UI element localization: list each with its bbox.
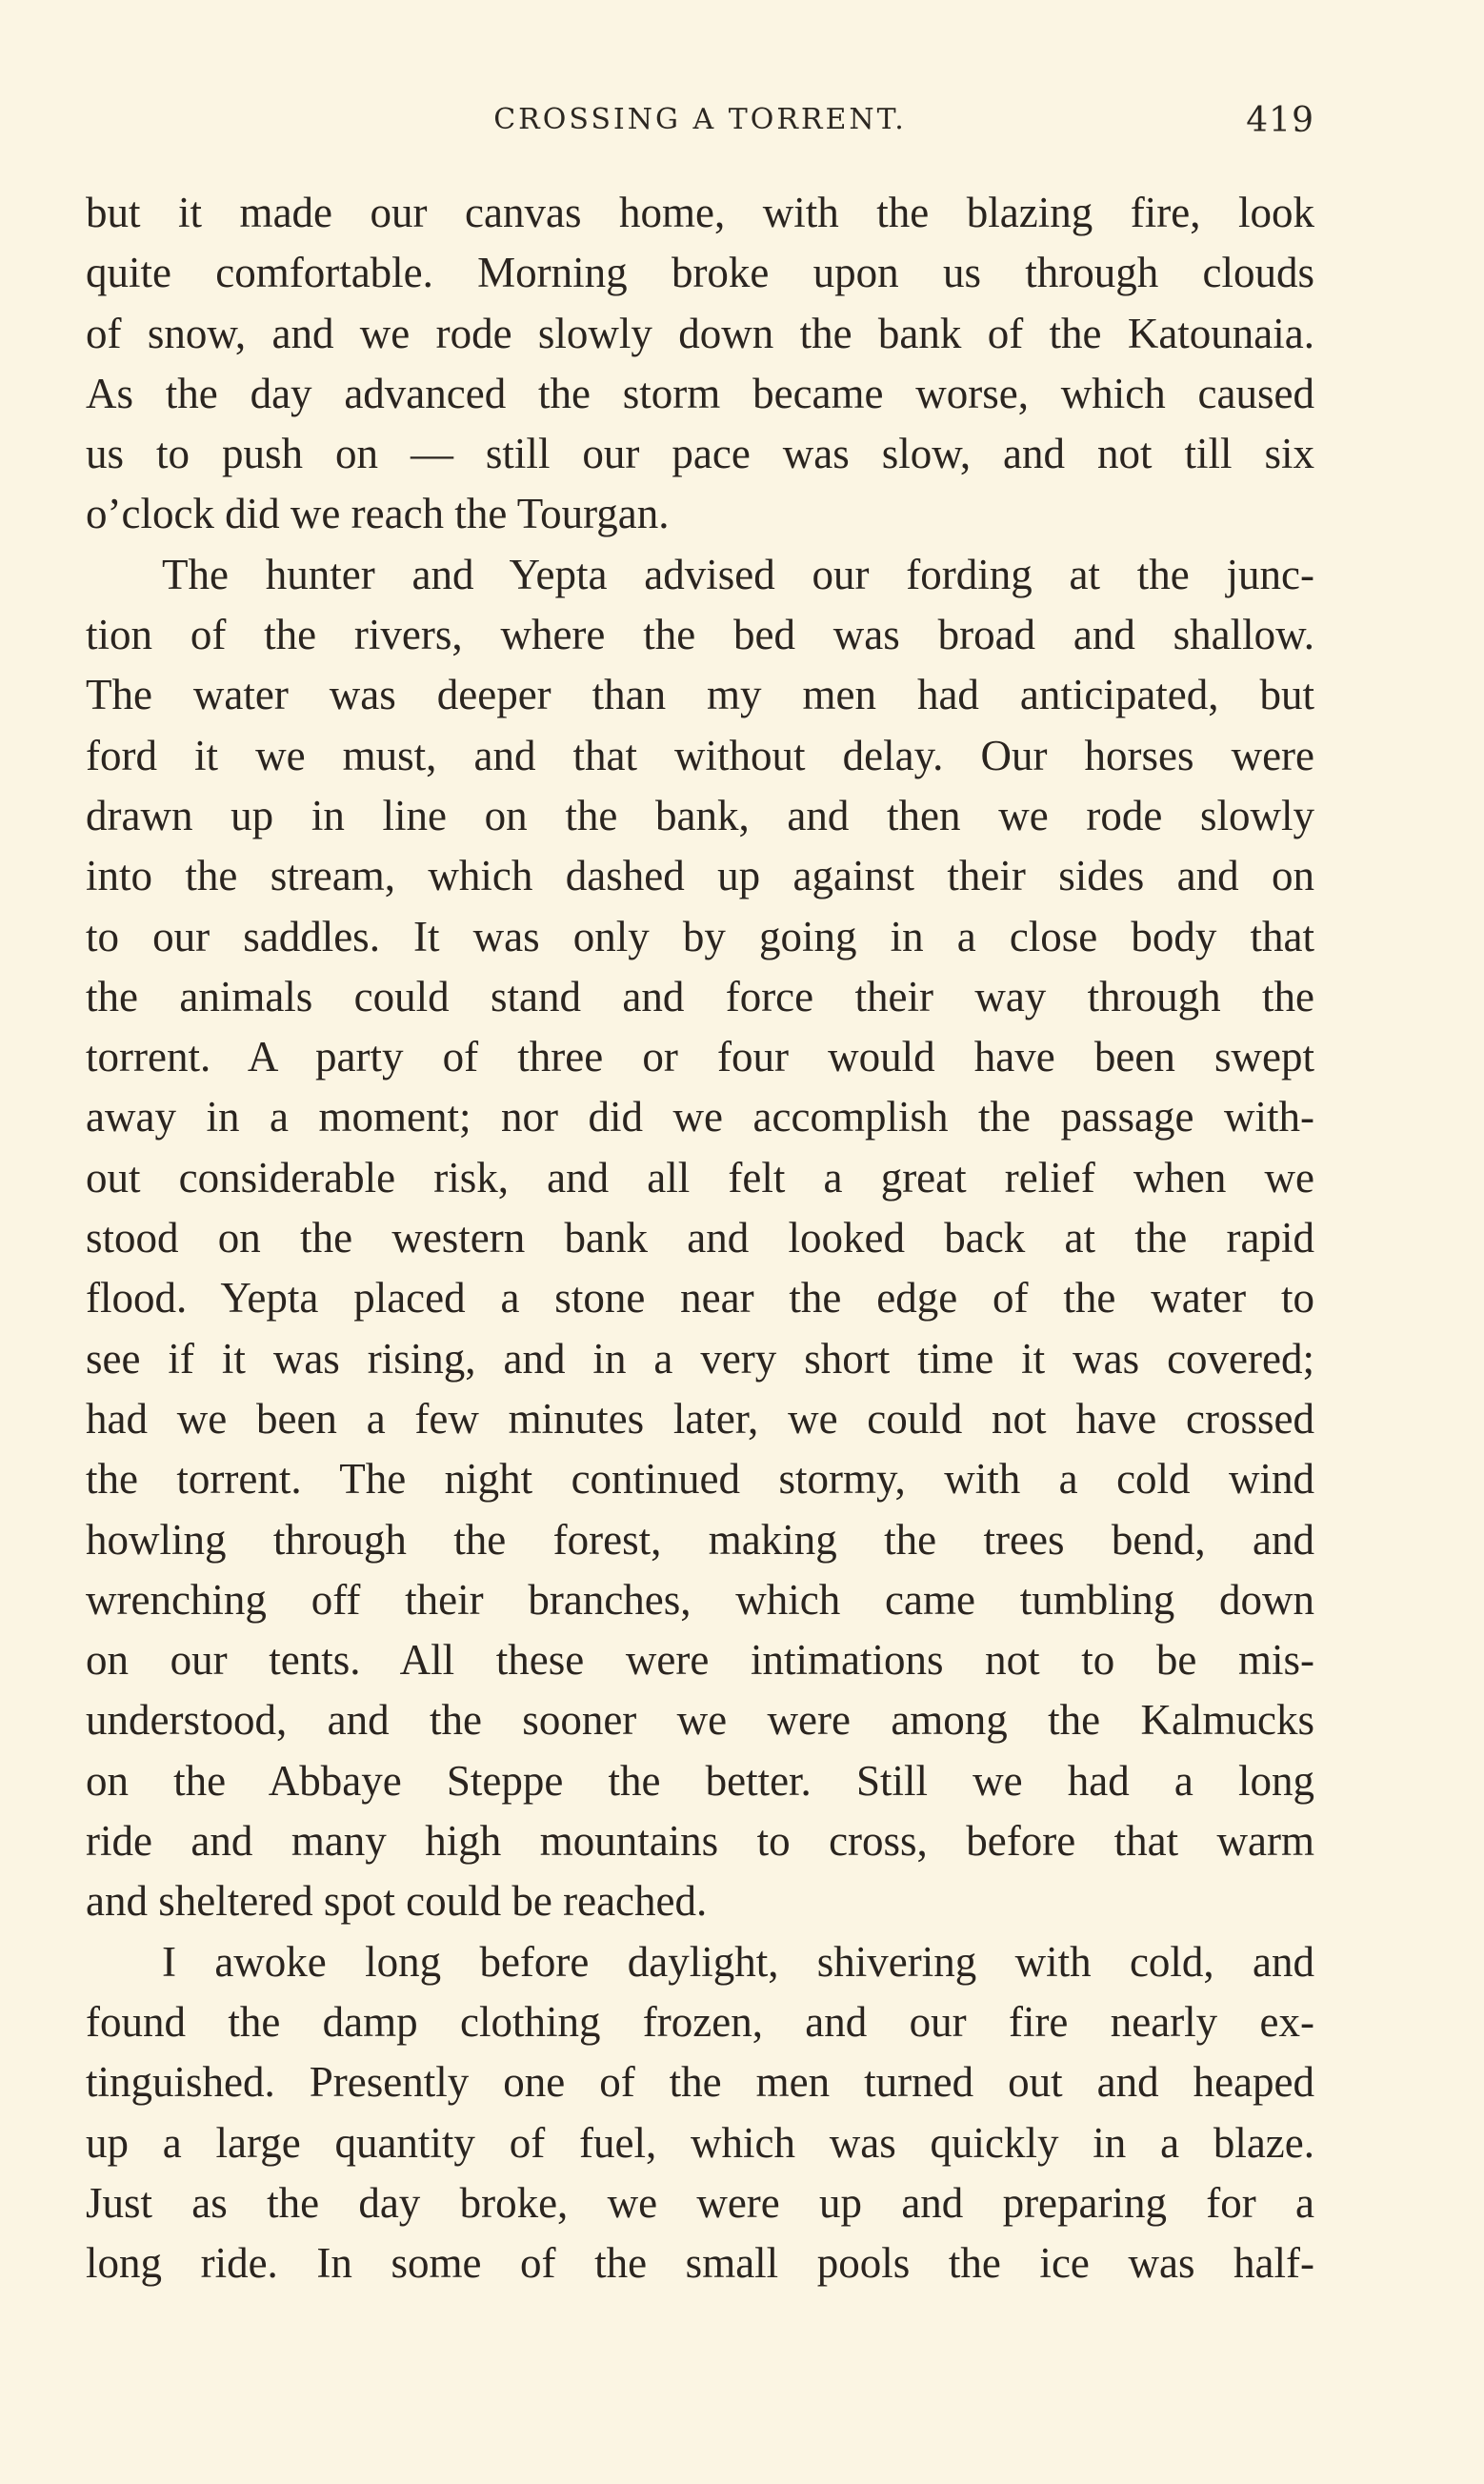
text-line: tion of the rivers, where the bed was broad and shallow. [86,611,1314,659]
text-line: of snow, and we rode slowly down the bank of the Katounaia. [86,309,1314,357]
running-head [86,95,1314,152]
text-line: and sheltered spot could be reached. [86,1877,708,1926]
text-line: the animals could stand and force their way through the [86,972,1314,1020]
text-line: out considerable risk, and all felt a great relief when we [86,1153,1314,1202]
running-title: CROSSING A TORRENT. [493,103,907,136]
body-text [86,183,1314,2293]
text-line: Just as the day broke, we were up and preparing for a [86,2178,1314,2227]
text-line: o’clock did we reach the Tourgan. [86,490,670,538]
text-line: quite comfortable. Morning broke upon us through clouds [86,249,1314,297]
text-line: up a large quantity of fuel, which was quickly in a blaze. [86,2118,1314,2167]
text-line: drawn up in line on the bank, and then we rode slowly [86,791,1314,839]
text-line: The water was deeper than my men had anticipated, but [86,671,1314,719]
text-line: tinguished. Presently one of the men turned out and heaped [86,2058,1314,2107]
text-line: The hunter and Yepta advised our fording at the junc- [162,550,1314,598]
text-line: ford it we must, and that without delay. Our horses were [86,731,1314,779]
text-line: flood. Yepta placed a stone near the edge of the water to [86,1274,1314,1323]
page-number: 419 [1246,101,1314,140]
text-line: on the Abbaye Steppe the better. Still we had a long [86,1756,1314,1805]
text-line: stood on the western bank and looked back at the rapid [86,1214,1314,1262]
text-line: had we been a few minutes later, we could not have crossed [86,1394,1314,1443]
text-line: found the damp clothing frozen, and our fire nearly ex- [86,1997,1314,2046]
text-line: away in a moment; nor did we accomplish the passage with- [86,1093,1314,1141]
text-line: understood, and the sooner we were among the Kalmucks [86,1696,1314,1745]
text-line: the torrent. The night continued stormy, with a cold wind [86,1455,1314,1504]
text-line: wrenching off their branches, which came tumbling down [86,1575,1314,1624]
text-line: us to push on — still our pace was slow, and not till six [86,430,1314,478]
text-line: ride and many high mountains to cross, before that warm [86,1817,1314,1866]
text-line: into the stream, which dashed up against their sides and on [86,852,1314,900]
text-line: I awoke long before daylight, shivering with cold, and [162,1937,1314,1986]
text-line: howling through the forest, making the trees bend, and [86,1515,1314,1564]
text-line: As the day advanced the storm became worse, which caused [86,369,1314,417]
text-line: on our tents. All these were intimations not to be mis- [86,1636,1314,1685]
text-line: long ride. In some of the small pools the ice was half- [86,2239,1314,2288]
text-line: but it made our canvas home, with the blazing fire, look [86,189,1314,236]
text-line: to our saddles. It was only by going in a close body that [86,912,1314,960]
text-line: see if it was rising, and in a very short time it was covered; [86,1334,1314,1383]
text-line: torrent. A party of three or four would have been swept [86,1033,1314,1081]
